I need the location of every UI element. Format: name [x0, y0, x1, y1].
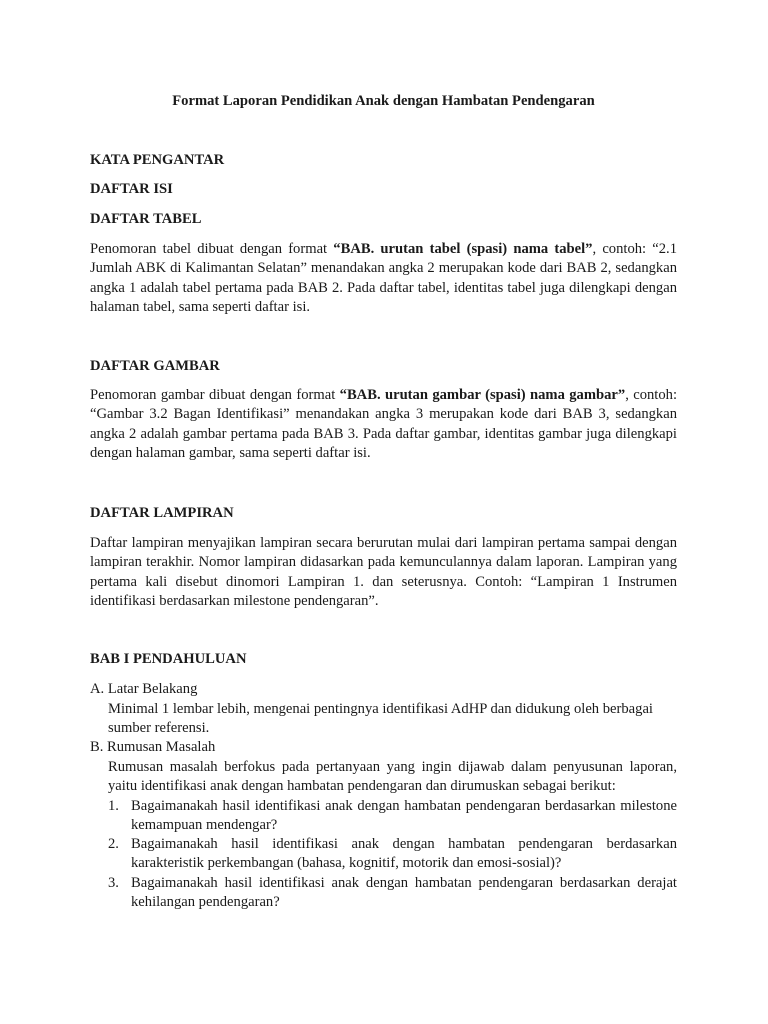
- heading-daftar-tabel: DAFTAR TABEL: [90, 211, 202, 227]
- list-item: [108, 835, 677, 874]
- section-b-text: Rumusan masalah berfokus pada pertanyaan yang ingin dijawab dalam penyusunan laporan, yaitu identifikasi anak dengan hambatan pendengaran dan dirumuskan sebagai berikut:: [108, 759, 677, 795]
- heading-daftar-isi: DAFTAR ISI: [90, 181, 173, 197]
- list-item-text: Bagaimanakah hasil identifikasi anak dengan hambatan pendengaran berdasarkan karakteristik perkembangan (bahasa, kognitif, motorik dan emosi-sosial)?: [131, 836, 677, 872]
- daftar-gambar-text-post: , contoh: “Gambar 3.2 Bagan Identifikasi” menandakan angka 3 merupakan kode dari BAB 3, sedangkan angka 2 adalah gambar pertama pada BAB 3. Pada daftar gambar, identitas gambar juga dilengkapi dengan halaman gambar, sama seperti daftar isi.: [90, 387, 678, 462]
- list-item-number: 1.: [108, 798, 119, 814]
- list-item-number: 2.: [108, 836, 119, 852]
- daftar-gambar-paragraph: [90, 386, 677, 464]
- section-a-label: A. Latar Belakang: [90, 681, 198, 697]
- heading-kata-pengantar: KATA PENGANTAR: [90, 152, 225, 168]
- daftar-tabel-text-post: , contoh: “2.1 Jumlah ABK di Kalimantan Selatan” menandakan angka 2 merupakan kode dari BAB 2, sedangkan angka 1 adalah tabel pertama pada BAB 2. Pada daftar tabel, identitas tabel juga dilengkapi dengan halaman tabel, sama seperti daftar isi.: [90, 241, 677, 316]
- list-item-text: Bagaimanakah hasil identifikasi anak dengan hambatan pendengaran berdasarkan milestone kemampuan mendengar?: [131, 798, 677, 834]
- daftar-tabel-format: “BAB. urutan tabel (spasi) nama tabel”: [333, 241, 593, 257]
- daftar-lampiran-paragraph: Daftar lampiran menyajikan lampiran secara berurutan mulai dari lampiran pertama sampai dengan lampiran terakhir. Nomor lampiran didasarkan pada kemunculannya dalam laporan. Lampiran yang pertama kali disebut dinomori Lampiran 1. dan seterusnya. Contoh: “Lampiran 1 Instrumen identifikasi berdasarkan milestone pendengaran”.: [90, 535, 677, 610]
- daftar-gambar-format: “BAB. urutan gambar (spasi) nama gambar”: [339, 387, 626, 403]
- list-item-text: Bagaimanakah hasil identifikasi anak dengan hambatan pendengaran berdasarkan derajat kehilangan pendengaran?: [131, 875, 677, 911]
- heading-daftar-gambar: DAFTAR GAMBAR: [90, 358, 220, 374]
- document-title: Format Laporan Pendidikan Anak dengan Hambatan Pendengaran: [172, 93, 595, 109]
- list-item: [108, 797, 677, 836]
- list-item-number: 3.: [108, 875, 119, 891]
- heading-bab-1: BAB I PENDAHULUAN: [90, 651, 247, 667]
- daftar-gambar-text-pre: Penomoran gambar dibuat dengan format: [90, 387, 340, 403]
- heading-daftar-lampiran: DAFTAR LAMPIRAN: [90, 505, 234, 521]
- section-b-label: B. Rumusan Masalah: [90, 739, 216, 755]
- daftar-tabel-text-pre: Penomoran tabel dibuat dengan format: [90, 241, 334, 257]
- daftar-tabel-paragraph: [90, 240, 677, 318]
- section-a-text: Minimal 1 lembar lebih, mengenai pentingnya identifikasi AdHP dan didukung oleh berbagai sumber referensi.: [108, 701, 653, 737]
- list-item: [108, 874, 677, 913]
